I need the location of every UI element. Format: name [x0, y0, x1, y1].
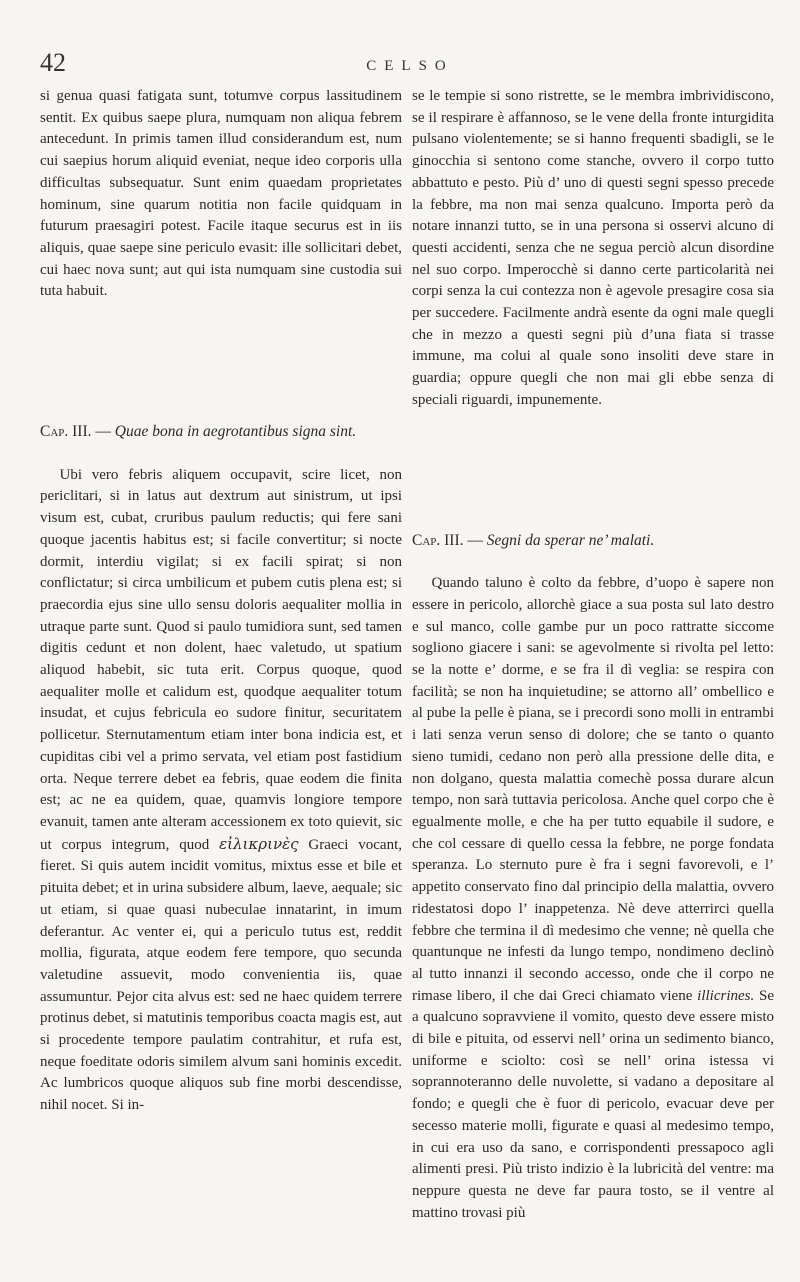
latin-column [40, 86, 402, 1117]
italian-greek-term: illicrines. [697, 987, 755, 1004]
italian-paragraph-2-text-a: Quando taluno è colto da febbre, d’uopo è sapere non essere in pericolo, allorchè giace a sua posta sul lato destro e sul manco, colle gambe pur un poco rattratte siccome sogliono giacere i sani: se agevolmente si rivolta pel letto: se la notte e’ dorme, e se fra il dì veglia: se respira con facilità; se non ha inquietudine; se attorno all’ ombellico e al pube la pelle è piana, se i precordi sono molli in entrambi i lati senza verun senso di dolore; che se tanto o quanto sieno tumidi, cedano non però alla pressione delle dita, e non dolgano, questa malattia comechè possa durare alcun tempo, non sarà tuttavia pericolosa. Anche quel corpo che è egualmente molle, e che ha per tutto equabile il sudore, e che col cessare di quello cessa la febbre, ne porge fondata speranza. Lo sternuto pure è fra i segni favorevoli, e l’ appetito conservato fino dal principio della malattia, ovvero ridestatosi dopo l’ inappetenza. Nè deve atterrirci quella febbre che termina il dì medesimo che venne; nè quella che quantunque ne infesti da lungo tempo, nondimeno declinò al tutto innanzi il secondo accesso, onde che il corpo ne rimase libero, il che dai Greci chiamato viene [412, 575, 774, 1004]
italian-paragraph-2-text-b: Se a qualcuno sopravviene il vomito, questo deve essere misto di bile e pituita, od esservi nell’ orina un sedimento bianco, uniforme e sciolto: così se nell’ orina istessa vi soprannoteranno delle nuvolette, si vadano a depositare al fondo; e quegli che è fuor di pericolo, evacuar deve per secesso materie molli, figurate e quasi al medesimo tempo, in cui era uso da sano, e corrispondenti pressapoco agli alimenti presi. Più tristo indizio è la lubricità del ventre: ma neppure questa ne deve far paura tosto, se il ventre al mattino trovasi più [412, 987, 775, 1221]
italian-chapter-title: Segni da sperar ne’ malati. [486, 531, 655, 549]
page-header [40, 48, 780, 84]
latin-chapter-heading [40, 421, 402, 443]
page-number: 42 [40, 48, 66, 77]
italian-paragraph-1: se le tempie si sono ristrette, se le membra imbrividiscono, se il respirare è affannoso, se le vene della fronte inturgidita pulsano violentemente; se si hanno frequenti sbadigli, se le ginocchia si sentono come stanche, ovvero il corpo tutto abbattuto e pesto. Più d’ uno di questi segni spesso precede la febbre, ma non mai senza qualcuno. Importa però da notare innanzi tutto, se in una persona si osservi alcuno di questi accidenti, senza che ne segua perciò alcun disordine nel suo corpo. Imperocchè si danno certe particolarità nei corpi senza la cui contezza non è agevole presagire cosa sia per succedere. Facilmente andrà esente da ogni male quegli che in mezzo a questi segni più d’una fiata si trasse immune, ma colui al quale sono insoliti deve stare in guardia; oppure quegli che non mai gli ebbe senza di speciali riguardi, impunemente. [412, 88, 774, 408]
running-head: CELSO [366, 58, 454, 74]
latin-chapter-label: Cap. III. — [40, 423, 111, 441]
italian-paragraph-2 [412, 573, 774, 1224]
latin-paragraph-2-text-a: Ubi vero febris aliquem occupavit, scire licet, non periclitari, si in latus aut dextrum aut sinistrum, ut ipsi visum est, cubat, cruribus paulum reductis; qui fere sani quoque jacentis habitus est; si facile convertitur; si nocte dormit, interdiu vigilat; si ex facili spirat; si non conflictatur; si circa umbilicum et pubem cutis plena est; si praecordia ejus sine ullo sensu doloris aequaliter mollia in utraque parte sunt. Quod si paulo tumidiora sunt, sed tamen digitis cedunt et non dolent, haec valetudo, ut spatium aliquod habebit, sic tuta erit. Corpus quoque, quod aequaliter molle et calidum est, quodque aequaliter totum insudat, et cujus febricula eo sudore finitur, securitatem pollicetur. Sternutamentum etiam inter bona indicia est, et cupiditas cibi vel a primo servata, vel etiam post fastidium orta. Neque terrere debet ea febris, quae eodem die finita est; ac ne ea quidem, quae, quamvis longiore tempore evanuit, tamen ante alteram accessionem ex toto quievit, sic ut corpus integrum, quod [40, 466, 402, 853]
latin-paragraph-2-text-b: Graeci vocant, fieret. Si quis autem incidit vomitus, mixtus esse et bile et pituita debet; et in urina subsidere album, laeve, aequale; sic ut etiam, si quae quasi nubeculae innatarint, in imum deferantur. Ac venter ei, qui a periculo tutus est, reddit mollia, figurata, atque eodem fere tempore, quo secunda valetudine assuevit, modo convenientia iis, quae assumuntur. Pejor cita alvus est: sed ne haec quidem terrere protinus debet, si matutinis temporibus coacta magis est, aut si procedente tempore paulatim contrahitur, et rufa est, neque foeditate odoris similem alvum sani hominis excedit. Ac lumbricos quoque aliquos sub fine morbi descendisse, nihil nocet. Si in- [40, 836, 402, 1114]
latin-paragraph-1: si genua quasi fatigata sunt, totumve corpus lassitudinem sentit. Ex quibus saepe plura, numquam non aliqua febrem antecedunt. In primis tamen illud considerandum est, num cui saepius horum aliquid eveniat, neque ideo corporis ulla difficultas subsequatur. Sunt enim quaedam proprietates hominum, sine quarum notitia non facile quidquam in futurum praesagiri potest. Facile itaque securus est in iis aliquis, quae saepe sine periculo evasit: ille sollicitari debet, cui haec nova sunt; aut qui ista numquam sine custodia sui tuta habuit. [40, 88, 402, 300]
italian-chapter-label: Cap. III. — [412, 531, 483, 549]
greek-word: εἰλικρινὲς [219, 834, 299, 853]
italian-chapter-heading [412, 530, 774, 552]
latin-paragraph-2 [40, 465, 402, 1117]
italian-column [412, 86, 774, 1224]
latin-chapter-title: Quae bona in aegrotantibus signa sint. [114, 423, 357, 441]
